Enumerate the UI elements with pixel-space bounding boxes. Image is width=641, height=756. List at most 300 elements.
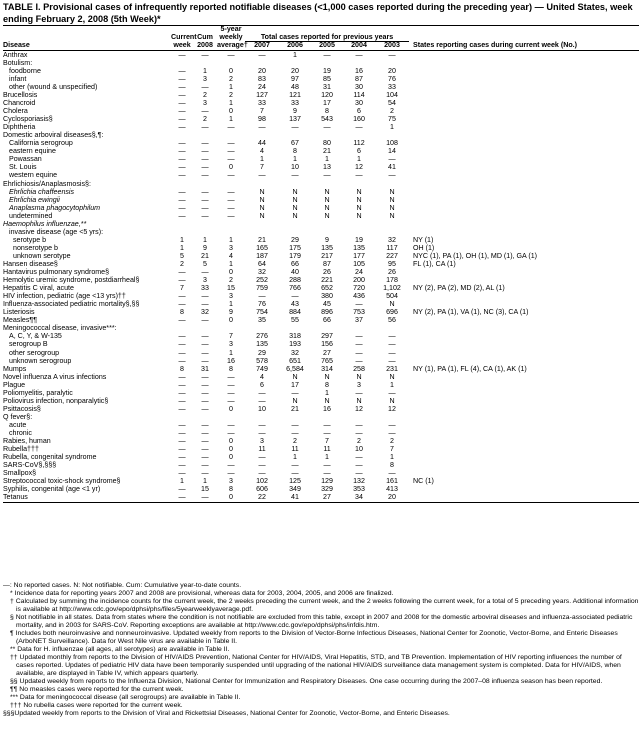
disease-name: other (wound & unspecified) [9, 82, 98, 91]
cell-value: — [201, 139, 209, 148]
cell-value: 127 [256, 91, 268, 100]
cell-value: 276 [256, 332, 268, 341]
cell-value: N [259, 195, 265, 204]
cell-value: 3 [229, 477, 233, 486]
cell-value: 98 [258, 115, 266, 124]
cell-value: 75 [388, 115, 396, 124]
disease-name: Domestic arboviral diseases§,¶: [3, 131, 104, 140]
cell-value: — [201, 316, 209, 325]
cell-value: 1 [180, 477, 184, 486]
cell-value: 1 [390, 123, 394, 132]
table-row [3, 204, 639, 212]
cell-value [279, 220, 311, 228]
cell-value: 10 [355, 445, 363, 454]
cell-value: — [227, 187, 235, 196]
cell-value: — [227, 50, 235, 59]
cell-value: — [227, 380, 235, 389]
cell-value: 0 [229, 66, 233, 75]
cell-value: — [178, 316, 186, 325]
cell-value: 26 [323, 268, 331, 277]
cell-value: N [389, 211, 395, 220]
cell-value: 32 [388, 235, 396, 244]
disease-name: Ehrlichia chaffeensis [9, 187, 75, 196]
cell-value: — [388, 420, 396, 429]
states-reporting [409, 397, 639, 405]
cell-value: 67 [291, 139, 299, 148]
disease-name: Q fever§: [3, 412, 33, 421]
cell-value: — [258, 469, 266, 478]
footnote: ††† No rubella cases were reported for the current week. [10, 702, 183, 709]
cell-value: 102 [256, 477, 268, 486]
cell-value: 1,102 [383, 284, 401, 293]
disease-name: foodborne [9, 66, 41, 75]
cell-value: — [201, 493, 209, 502]
disease-name: Poliomyelitis, paralytic [3, 388, 73, 397]
cell-value: — [258, 292, 266, 301]
cell-value: 2 [229, 91, 233, 100]
cell-value: 45 [323, 300, 331, 309]
cell-value: N [389, 195, 395, 204]
cell-value: — [323, 469, 331, 478]
cell-value: 353 [353, 485, 365, 494]
disease-name: Ehrlichia ewingii [9, 195, 60, 204]
table-row [3, 75, 639, 83]
disease-name: Meningococcal disease, invasive***: [3, 324, 117, 333]
cell-value: — [178, 469, 186, 478]
disease-name: Plague [3, 380, 26, 389]
cell-value [343, 59, 375, 67]
cell-value: — [355, 388, 363, 397]
cell-value: — [323, 123, 331, 132]
table-row [3, 212, 639, 220]
cell-value: 896 [321, 308, 333, 317]
cell-value: 0 [229, 316, 233, 325]
cell-value: 32 [201, 308, 209, 317]
total-cases-header: Total cases reported for previous years [245, 34, 409, 42]
table-row [3, 99, 639, 107]
cell-value: 20 [258, 66, 266, 75]
table-row [3, 236, 639, 244]
cell-value: — [355, 461, 363, 470]
states-reporting: NY (2), PA (1), VA (1), NC (3), CA (1) [413, 308, 529, 317]
states-reporting [409, 373, 639, 381]
cell-value [375, 413, 409, 421]
cell-value: 178 [386, 276, 398, 285]
cell-value: — [178, 107, 186, 116]
cell-value: 29 [258, 348, 266, 357]
cell-value: — [201, 203, 209, 212]
cell-value [343, 220, 375, 228]
cell-value: 165 [256, 243, 268, 252]
cell-value: 1 [229, 260, 233, 268]
cell-value: — [201, 155, 209, 164]
cell-value: 765 [321, 356, 333, 365]
disease-name: infant [9, 74, 27, 83]
cell-value: — [201, 292, 209, 301]
cell-value: 105 [353, 260, 365, 268]
cell-value: 0 [229, 493, 233, 502]
cell-value: 15 [227, 284, 235, 293]
cell-value: 1 [229, 300, 233, 309]
cell-value: 2 [357, 437, 361, 446]
cell-value: 56 [388, 316, 396, 325]
cell-value: 4 [260, 372, 264, 381]
cell-value: — [178, 332, 186, 341]
cell-value: 66 [291, 260, 299, 268]
disease-name: SARS-CoV§,§§§ [3, 461, 57, 470]
year-2006-header: 2006 [287, 41, 303, 50]
cell-value [279, 324, 311, 332]
cell-value: — [355, 171, 363, 180]
cell-value: — [201, 372, 209, 381]
cell-value: — [227, 396, 235, 405]
cell-value: — [178, 147, 186, 156]
disease-name: Botulism: [3, 58, 33, 67]
cell-value: — [355, 50, 363, 59]
cell-value: — [178, 292, 186, 301]
cell-value: N [356, 396, 362, 405]
cell-value: — [178, 348, 186, 357]
states-reporting [409, 389, 639, 397]
cell-value: 33 [388, 82, 396, 91]
cell-value: — [178, 203, 186, 212]
disease-name: Diphtheria [3, 123, 36, 132]
cell-value: 76 [388, 74, 396, 83]
footnote: † Calculated by summing the incidence counts for the current week, the 2 weeks preceding the current week, and the 2 weeks following the current week, for a total of 5 preceding years. Additional information is available at http://www.cdc.gov/epo/dphsi/phs/files/5yearweeklyaverage.pdf. [10, 598, 639, 613]
cell-value: 3 [229, 243, 233, 252]
cell-value: 6 [260, 380, 264, 389]
cell-value: — [227, 461, 235, 470]
cell-value: — [178, 493, 186, 502]
states-reporting [409, 67, 639, 75]
cell-value: — [227, 372, 235, 381]
cell-value [171, 324, 193, 332]
disease-name: Cholera [3, 107, 28, 116]
cell-value [171, 131, 193, 139]
cell-value: — [227, 139, 235, 148]
states-reporting [409, 220, 639, 228]
cell-value: 108 [386, 139, 398, 148]
cell-value [375, 131, 409, 139]
states-reporting [409, 357, 639, 365]
cell-value: 3 [260, 437, 264, 446]
cell-value: 2 [390, 107, 394, 116]
states-reporting [409, 381, 639, 389]
table-row [3, 107, 639, 115]
cell-value: N [389, 187, 395, 196]
cell-value: — [291, 171, 299, 180]
cell-value: 16 [227, 356, 235, 365]
table-row [3, 220, 639, 228]
cell-value: 48 [291, 82, 299, 91]
cell-value: — [201, 211, 209, 220]
cell-value: 380 [321, 292, 333, 301]
disease-name: eastern equine [9, 147, 56, 156]
states-reporting [409, 188, 639, 196]
cell-value: 125 [289, 477, 301, 486]
disease-name: acute [9, 420, 27, 429]
cell-value: 41 [388, 163, 396, 172]
cell-value: — [178, 187, 186, 196]
cell-value: 252 [256, 276, 268, 285]
table-row [3, 493, 639, 501]
cell-value [217, 413, 245, 421]
cell-value: — [258, 461, 266, 470]
cell-value: — [201, 107, 209, 116]
cell-value: 12 [388, 404, 396, 413]
disease-name: Anthrax [3, 50, 28, 59]
disease-name: unknown serogroup [9, 356, 72, 365]
table-row [3, 83, 639, 91]
year-2003-header: 2003 [384, 41, 400, 50]
cell-value [245, 413, 279, 421]
cell-value: — [388, 356, 396, 365]
cell-value: — [201, 195, 209, 204]
cell-value: 652 [321, 284, 333, 293]
disease-name: Tetanus [3, 493, 28, 502]
cell-value: 329 [321, 485, 333, 494]
cell-value: — [227, 388, 235, 397]
table-row [3, 131, 639, 139]
states-reporting [409, 204, 639, 212]
cell-value: — [227, 203, 235, 212]
states-reporting [409, 139, 639, 147]
cell-value [375, 324, 409, 332]
cell-value: — [227, 428, 235, 437]
cell-value: — [178, 428, 186, 437]
cell-value: 66 [323, 316, 331, 325]
current-week-header-2: week [173, 41, 191, 50]
cell-value: 29 [291, 235, 299, 244]
table-row [3, 268, 639, 276]
disease-name: Hepatitis C viral, acute [3, 284, 74, 293]
disease-name: Syphilis, congenital (age <1 yr) [3, 485, 101, 494]
cell-value: 13 [323, 163, 331, 172]
cell-value: 1 [357, 155, 361, 164]
cell-value: — [227, 420, 235, 429]
cell-value: N [292, 195, 298, 204]
cell-value: — [291, 123, 299, 132]
cell-value: 8 [325, 380, 329, 389]
cell-value: — [178, 155, 186, 164]
cell-value: 753 [353, 308, 365, 317]
states-reporting: NY (1), PA (1), FL (4), CA (1), AK (1) [413, 364, 527, 373]
disease-name: chronic [9, 428, 32, 437]
cell-value: 76 [258, 300, 266, 309]
cell-value: — [178, 340, 186, 349]
cell-value: — [201, 50, 209, 59]
disease-name: Cyclosporiasis§ [3, 115, 53, 124]
cell-value: 9 [203, 243, 207, 252]
cell-value: — [355, 332, 363, 341]
cell-value [171, 180, 193, 188]
table-row [3, 163, 639, 171]
cell-value: 1 [390, 453, 394, 462]
disease-name: Hemolytic uremic syndrome, postdiarrheal§ [3, 276, 140, 285]
cell-value [343, 228, 375, 236]
cell-value: 4 [229, 251, 233, 260]
cell-value: 759 [256, 284, 268, 293]
cell-value: 80 [323, 139, 331, 148]
states-reporting [409, 469, 639, 477]
disease-name: California serogroup [9, 139, 73, 148]
cell-value [217, 220, 245, 228]
states-reporting [409, 292, 639, 300]
cell-value: N [324, 211, 330, 220]
cell-value: — [178, 388, 186, 397]
cell-value: 0 [229, 268, 233, 277]
cell-value: 16 [355, 66, 363, 75]
table-row [3, 300, 639, 308]
cell-value [193, 324, 217, 332]
cell-value: 26 [388, 268, 396, 277]
cell-value: 137 [289, 115, 301, 124]
footnote: ¶ Includes both neuroinvasive and nonneuroinvasive. Updated weekly from reports to the Division of Vector-Borne Infectious Diseases, National Center for Zoonotic, Vector-Borne, and Enteric Diseases (ArboNET Surveillance). Data for West Nile virus are available in Table II. [10, 630, 618, 645]
states-reporting: NYC (1), PA (1), OH (1), MD (1), GA (1) [413, 251, 538, 260]
cell-value: — [291, 461, 299, 470]
cell-value: 297 [321, 332, 333, 341]
cell-value: 12 [355, 404, 363, 413]
cell-value: — [258, 388, 266, 397]
table-row [3, 453, 639, 461]
cell-value: — [291, 420, 299, 429]
cell-value: 4 [260, 147, 264, 156]
cell-value: — [388, 428, 396, 437]
states-reporting [409, 316, 639, 324]
cell-value: 15 [201, 485, 209, 494]
cell-value [193, 228, 217, 236]
cell-value: — [178, 276, 186, 285]
cell-value: 43 [291, 300, 299, 309]
cell-value: 314 [321, 364, 333, 373]
cell-value: — [355, 428, 363, 437]
cell-value [279, 59, 311, 67]
cell-value [245, 324, 279, 332]
cell-value: 2 [293, 437, 297, 446]
cell-value: — [178, 380, 186, 389]
cell-value: — [201, 445, 209, 454]
disease-name: Hansen disease§ [3, 260, 58, 268]
cell-value [279, 131, 311, 139]
table-row [3, 413, 639, 421]
cell-value: N [292, 187, 298, 196]
cell-value: N [292, 203, 298, 212]
cell-value: 7 [260, 163, 264, 172]
table-row [3, 469, 639, 477]
cell-value: 20 [291, 66, 299, 75]
cell-value: — [201, 469, 209, 478]
cell-value: 55 [291, 316, 299, 325]
cell-value: 3 [203, 276, 207, 285]
cell-value: — [178, 74, 186, 83]
cell-value: 0 [229, 163, 233, 172]
states-reporting [409, 131, 639, 139]
cell-value: 135 [321, 243, 333, 252]
footnote: †† Updated monthly from reports to the Division of HIV/AIDS Prevention, National Center for HIV/AIDS, Viral Hepatitis, STD, and TB Prevention. Implementation of HIV reporting influences the number of cases reported. Updates of pediatric HIV data have been temporarily suspended until upgrading of the national HIV/AIDS surveillance data management system is completed. Data for HIV/AIDS, when available, are displayed in Table IV, which appears quarterly. [10, 654, 622, 677]
cell-value: 0 [229, 445, 233, 454]
cell-value: 6 [357, 107, 361, 116]
table-row [3, 324, 639, 332]
footnote: ** Data for H. influenzae (all ages, all serotypes) are available in Table II. [10, 646, 230, 653]
cell-value: — [355, 348, 363, 357]
cell-value: 179 [289, 251, 301, 260]
states-reporting [409, 115, 639, 123]
cell-value: N [356, 187, 362, 196]
cell-value: — [388, 332, 396, 341]
table-row [3, 437, 639, 445]
cell-value: 436 [353, 292, 365, 301]
cell-value: 1 [229, 115, 233, 124]
cell-value: — [201, 380, 209, 389]
cell-value: 1 [180, 235, 184, 244]
cell-value: — [258, 453, 266, 462]
cell-value: 121 [289, 91, 301, 100]
cell-value: — [178, 461, 186, 470]
cell-value: — [355, 300, 363, 309]
cum-header-2: 2008 [197, 41, 213, 50]
current-week-header-1: Current [171, 33, 197, 42]
cell-value: N [292, 211, 298, 220]
disease-name: serotype b [13, 235, 47, 244]
cell-value: — [323, 420, 331, 429]
table-row [3, 59, 639, 67]
table-row [3, 461, 639, 469]
cell-value: — [291, 428, 299, 437]
cell-value: 19 [323, 66, 331, 75]
cell-value: — [178, 171, 186, 180]
cell-value: — [178, 300, 186, 309]
cell-value: 32 [291, 348, 299, 357]
cell-value: N [259, 203, 265, 212]
cell-value [193, 59, 217, 67]
cell-value: 7 [325, 437, 329, 446]
cell-value: — [388, 348, 396, 357]
cell-value: 6 [357, 147, 361, 156]
states-reporting [409, 123, 639, 131]
cell-value: — [388, 155, 396, 164]
cell-value: 8 [229, 485, 233, 494]
table-row [3, 421, 639, 429]
cell-value: — [201, 404, 209, 413]
cell-value: N [356, 211, 362, 220]
disease-name: western equine [9, 171, 58, 180]
cell-value: 31 [201, 364, 209, 373]
cell-value: 32 [258, 268, 266, 277]
cell-value: 884 [289, 308, 301, 317]
cell-value: 8 [180, 308, 184, 317]
cell-value: — [178, 268, 186, 277]
table-row [3, 389, 639, 397]
cell-value: 11 [291, 445, 299, 454]
cell-value: — [201, 461, 209, 470]
disease-table [3, 26, 639, 503]
cell-value: 2 [203, 115, 207, 124]
disease-name: Mumps [3, 364, 27, 373]
disease-name: Powassan [9, 155, 42, 164]
states-reporting [409, 91, 639, 99]
cell-value: 578 [256, 356, 268, 365]
cell-value: — [227, 469, 235, 478]
disease-name: Haemophilus influenzae,** [3, 219, 87, 228]
cell-value: 117 [386, 243, 398, 252]
states-reporting: OH (1) [413, 243, 435, 252]
states-reporting [409, 180, 639, 188]
cell-value: — [291, 388, 299, 397]
cell-value: 413 [386, 485, 398, 494]
cell-value: 64 [258, 260, 266, 268]
disease-name: Brucellosis [3, 91, 38, 100]
cell-value: 41 [291, 493, 299, 502]
